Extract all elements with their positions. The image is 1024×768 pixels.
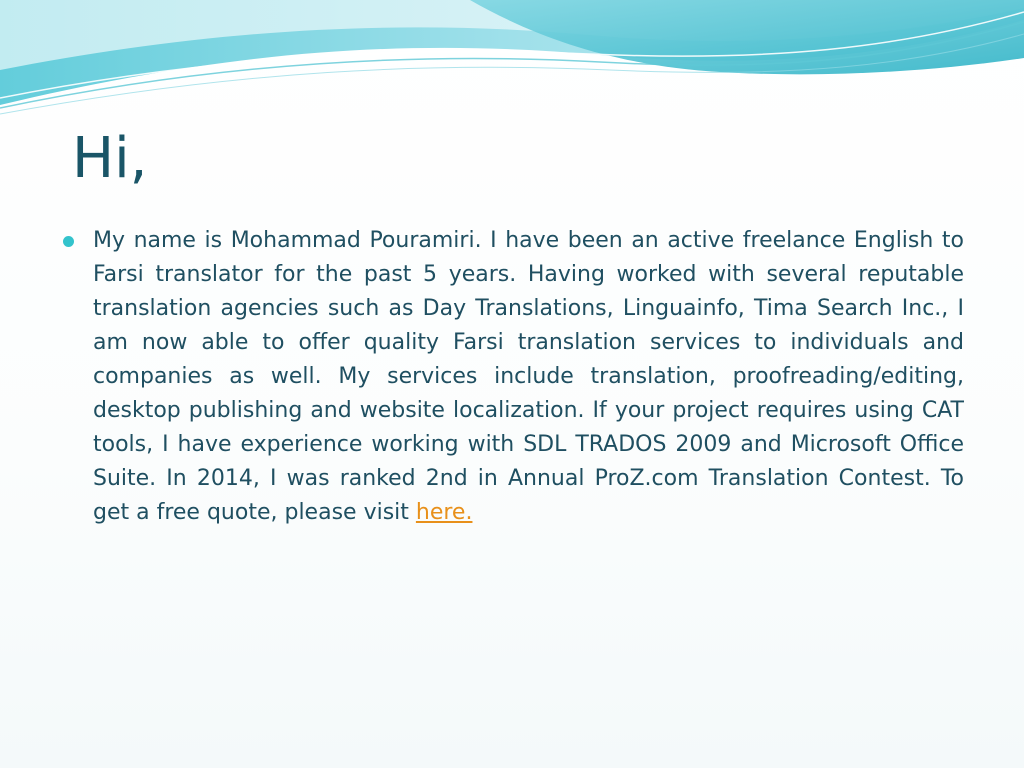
- quote-link[interactable]: here.: [415, 500, 473, 525]
- bullet-list: [60, 224, 964, 530]
- body-text: My name is Mohammad Pouramiri. I have been an active freelance English to Farsi translator for the past 5 years. Having worked with several reputable translation agencies such as Day Translations, Linguainfo, Tima Search Inc., I am now able to offer quality Farsi translation services to individuals and companies as well. My services include translation, proofreading/editing, desktop publishing and website localization. If your project requires using CAT tools, I have experience working with SDL TRADOS 2009 and Microsoft Office Suite. In 2014, I was ranked 2nd in Annual ProZ.com Translation Contest. To get a free quote, please visit: [93, 228, 964, 525]
- header-wave-decoration: [0, 0, 1024, 130]
- slide-title: Hi,: [72, 126, 148, 191]
- bullet-text: [93, 224, 964, 530]
- bullet-item: [60, 224, 964, 530]
- bullet-dot-icon: [63, 236, 74, 247]
